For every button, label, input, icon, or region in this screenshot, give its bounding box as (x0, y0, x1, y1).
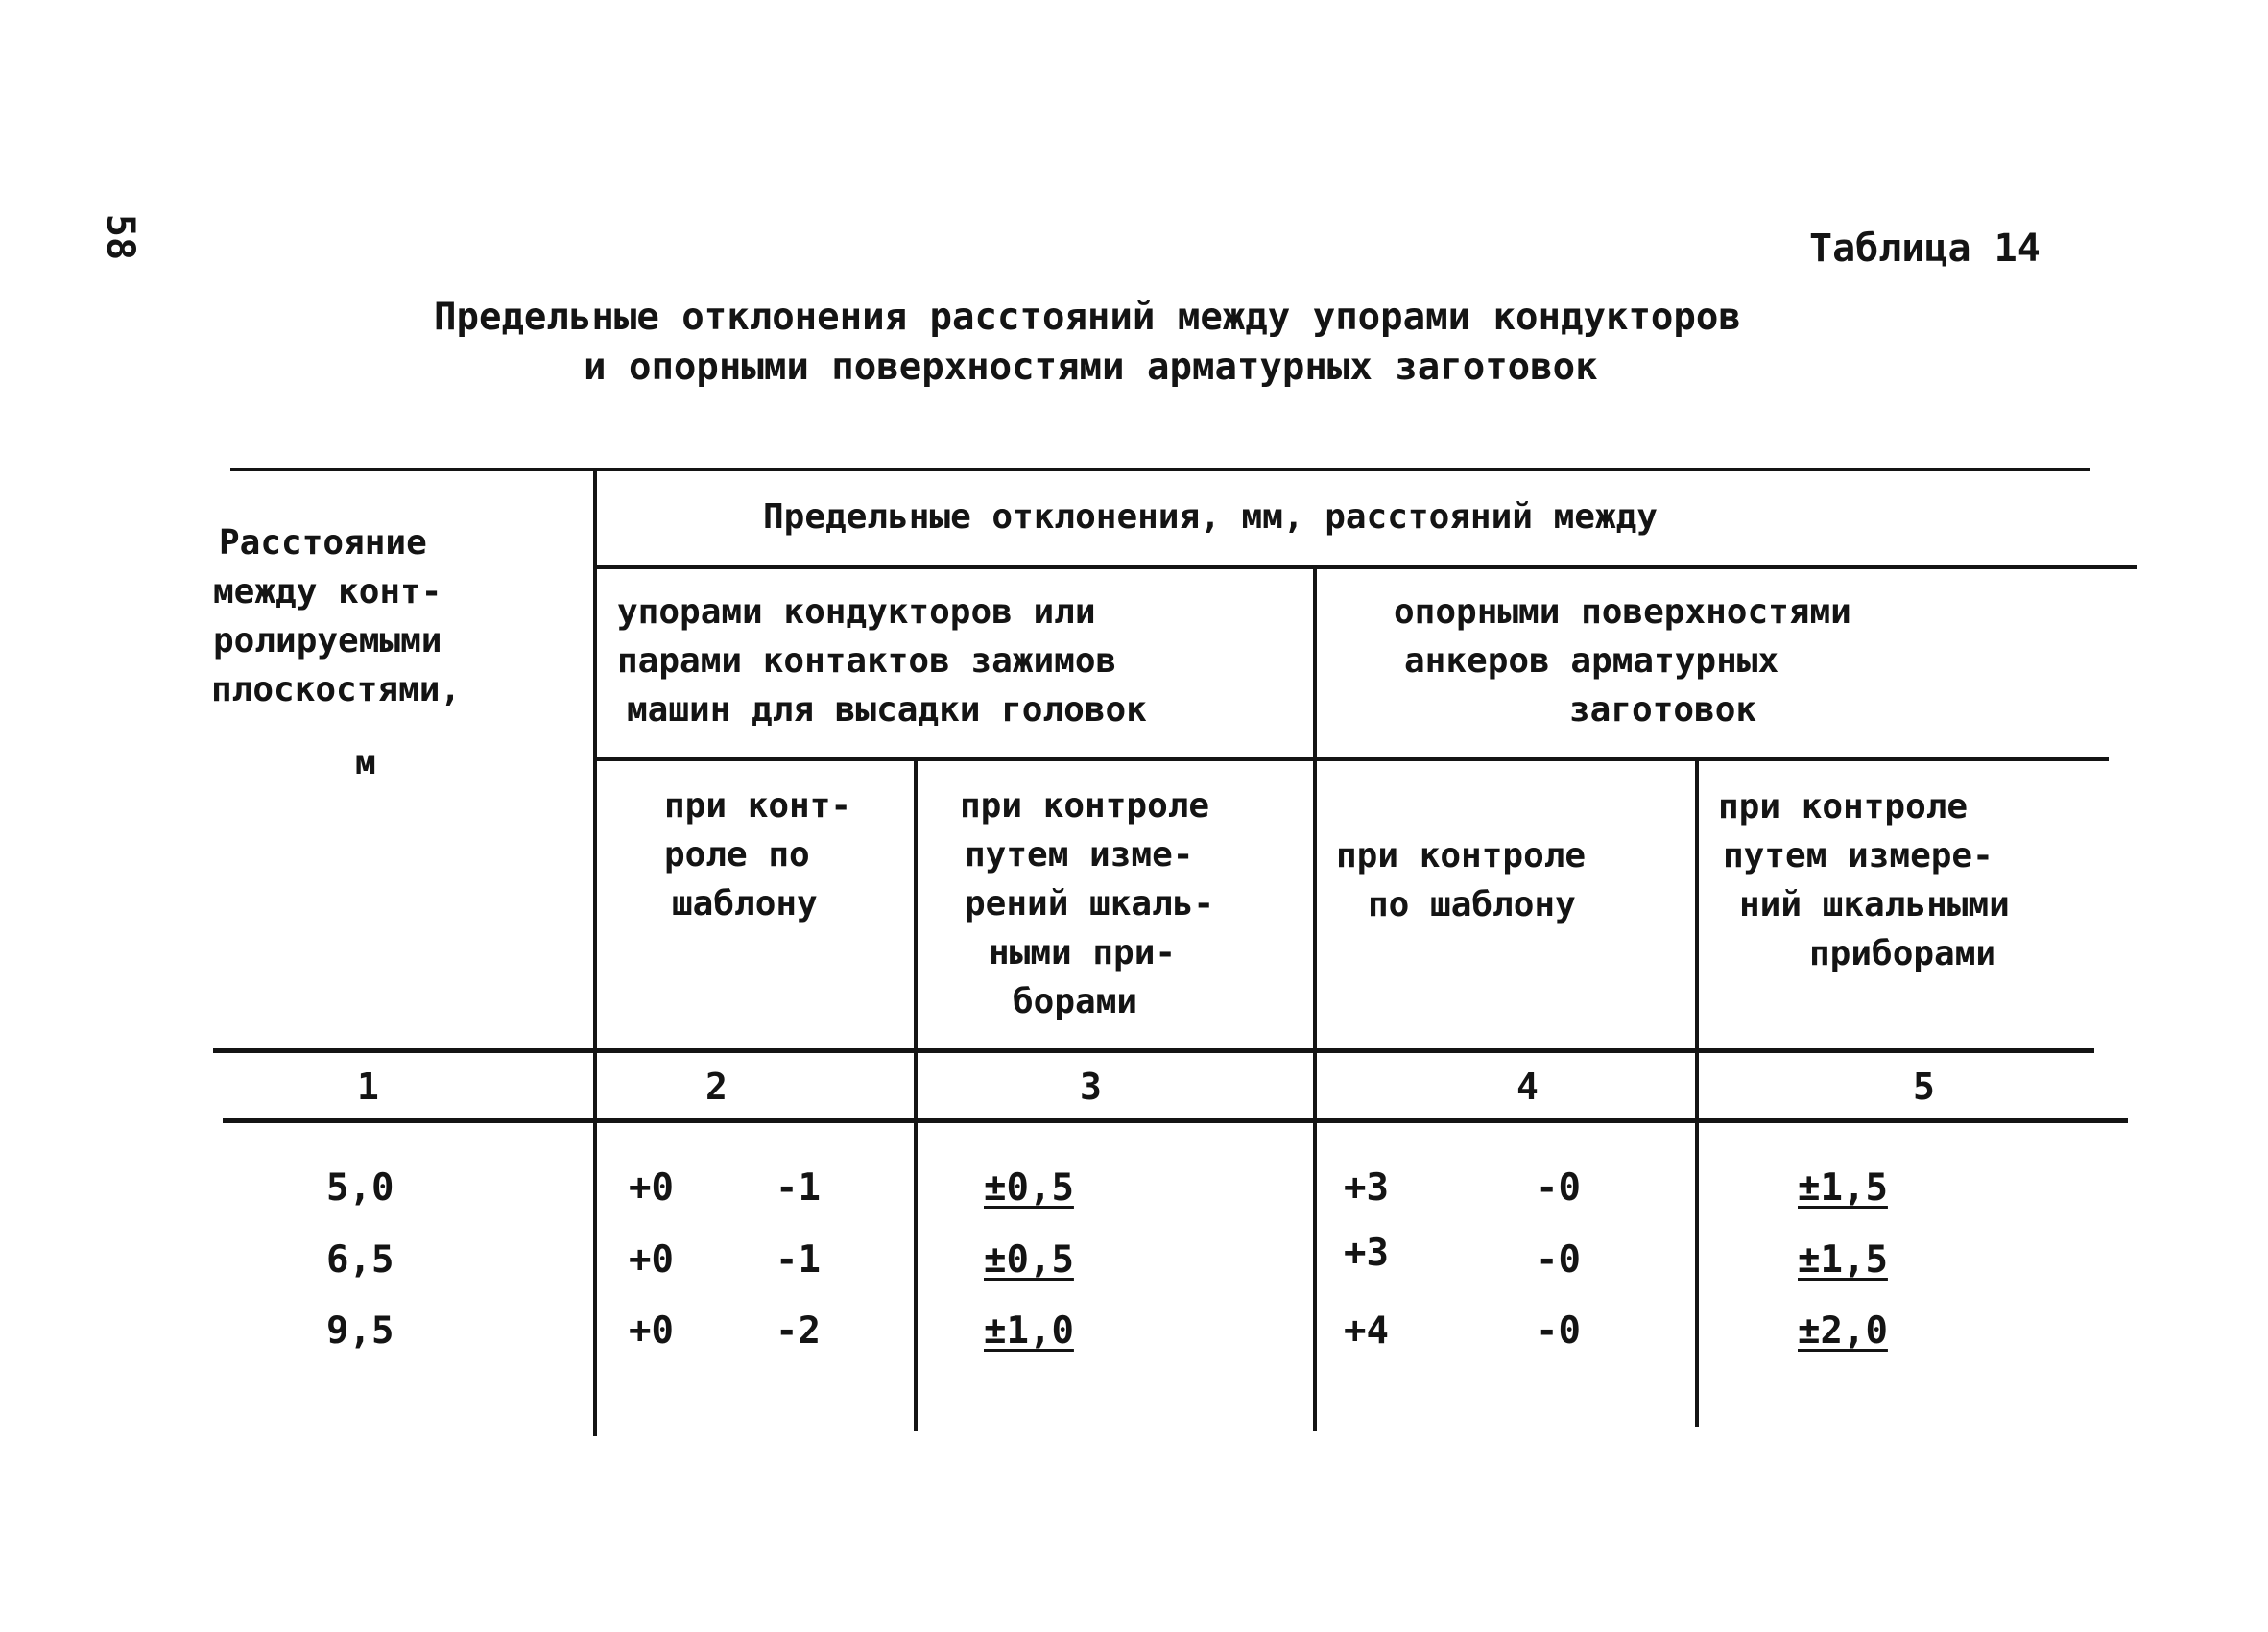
row2-col5: ±1,5 (1798, 1238, 1888, 1282)
header-group-a-line1: упорами кондукторов или (617, 592, 1096, 632)
header-sub5-line1: при контроле (1718, 787, 1969, 827)
header-sub3-line2: путем изме- (965, 835, 1194, 875)
column-divider-group (1313, 567, 1317, 1431)
page-number: 58 (98, 213, 142, 261)
column-number-5: 5 (1913, 1066, 1935, 1108)
row1-col4-upper: +3 (1344, 1166, 1389, 1210)
header-sub3-line3: рений шкаль- (965, 884, 1215, 924)
row2-col4-upper: +3 (1344, 1232, 1389, 1275)
header-col1-line3: ролируемыми (213, 621, 442, 660)
header-sub2-line1: при конт- (664, 786, 852, 826)
header-top-span: Предельные отклонения, мм, расстояний между (763, 497, 1658, 537)
header-group-a-line3: машин для высадки головок (627, 690, 1147, 730)
column-number-4: 4 (1516, 1066, 1539, 1108)
header-group-b-line2: анкеров арматурных (1404, 641, 1779, 681)
column-number-1: 1 (357, 1066, 379, 1108)
column-numbers-top-rule (213, 1048, 2094, 1053)
row1-col2-lower: -1 (776, 1166, 821, 1210)
header-group-a-line2: парами контактов зажимов (617, 641, 1117, 681)
column-numbers-bottom-rule (223, 1118, 2128, 1123)
table-label: Таблица 14 (1809, 227, 2041, 271)
column-divider-4 (1695, 759, 1699, 1427)
row2-col3: ±0,5 (984, 1238, 1074, 1282)
header-sub5-line3: ний шкальными (1739, 885, 2010, 924)
column-number-2: 2 (705, 1066, 728, 1108)
row2-col2-upper: +0 (629, 1238, 674, 1282)
row3-distance: 9,5 (326, 1309, 394, 1353)
table-title-line2: и опорными поверхностями арматурных заготовок (584, 346, 1598, 389)
group-header-rule (597, 565, 2137, 569)
row1-col2-upper: +0 (629, 1166, 674, 1210)
header-col1-line4: плоскостями, (211, 670, 462, 709)
subgroup-header-rule (597, 757, 2109, 761)
header-sub3-line1: при контроле (960, 786, 1210, 826)
header-col1-line1: Расстояние (219, 523, 427, 563)
column-divider-2 (914, 759, 918, 1431)
row3-col2-lower: -2 (776, 1309, 821, 1353)
header-sub5-line4: приборами (1809, 934, 1997, 973)
header-sub3-line4: ными при- (989, 933, 1177, 972)
table-title-line1: Предельные отклонения расстояний между упорами кондукторов (434, 296, 1741, 339)
row3-col2-upper: +0 (629, 1309, 674, 1353)
header-sub5-line2: путем измере- (1723, 836, 1993, 876)
header-group-b-line1: опорными поверхностями (1394, 592, 1851, 632)
header-sub2-line2: роле по (664, 835, 810, 875)
header-sub2-line3: шаблону (672, 884, 818, 924)
table-top-rule (230, 468, 2090, 471)
row3-col4-upper: +4 (1344, 1309, 1389, 1353)
header-sub4-line2: по шаблону (1368, 885, 1576, 924)
header-sub4-line1: при контроле (1336, 836, 1587, 876)
header-sub3-line5: борами (1013, 982, 1138, 1021)
row2-col4-lower: -0 (1536, 1238, 1581, 1282)
row3-col3: ±1,0 (984, 1309, 1074, 1353)
header-col1-unit: м (355, 743, 376, 782)
row1-distance: 5,0 (326, 1166, 394, 1210)
header-col1-line2: между конт- (213, 572, 442, 612)
row2-col2-lower: -1 (776, 1238, 821, 1282)
column-number-3: 3 (1080, 1066, 1102, 1108)
row1-col5: ±1,5 (1798, 1166, 1888, 1210)
column-divider-1 (593, 469, 597, 1436)
row1-col4-lower: -0 (1536, 1166, 1581, 1210)
row1-col3: ±0,5 (984, 1166, 1074, 1210)
row3-col5: ±2,0 (1798, 1309, 1888, 1353)
header-group-b-line3: заготовок (1569, 690, 1757, 730)
row3-col4-lower: -0 (1536, 1309, 1581, 1353)
row2-distance: 6,5 (326, 1238, 394, 1282)
